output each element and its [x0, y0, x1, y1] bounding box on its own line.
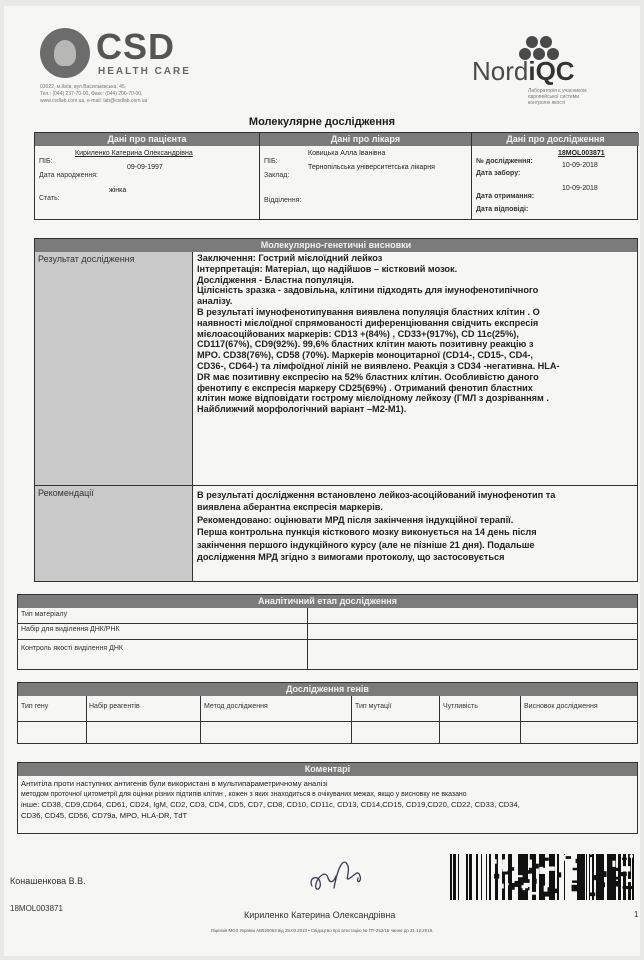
nordiqc-logo: [472, 34, 592, 104]
patient-column: Дані про пацієнта ПІБ: Кириленко Катерина Олександрівна Дата народження: 09-09-1997 Стать: жінка: [35, 133, 259, 219]
footer-study-id: 18MOL003871: [10, 904, 63, 913]
info-table: [34, 132, 638, 220]
doctor-header: Дані про лікаря: [260, 133, 471, 146]
dna-qc-label: Контроль якості виділення ДНК: [21, 645, 123, 652]
document-title: Молекулярне дослідження: [248, 116, 396, 128]
study-id: 18MOL003871: [558, 150, 605, 157]
comments-text: Антитіла проти наступних антигенів були використані в мультипараметричному аналізі методом проточної цитометрії для оцінки різних підтипів клітин , кожен з яких знаходиться в очікуваних межах, якщо у висновку не вказано інше: CD38, CD9,CD64, CD61, CD24, IgM, CD2, CD3, CD4, CD5, CD7, CD8, CD10, CD11c, CD13, CD14,CD15, CD19,CD20, CD22, CD33, CD34, CD36, CD45, CD56, CD79a, MPO, HLA-DR, TdT: [21, 779, 520, 820]
dna-kit-label: Набір для виділення ДНК/РНК: [21, 626, 120, 633]
csd-emblem-icon: [40, 28, 90, 78]
patient-header: Дані про пацієнта: [35, 133, 259, 146]
collect-date: 10-09-2018: [562, 162, 598, 169]
patient-name: Кириленко Катерина Олександрівна: [75, 150, 193, 157]
genes-header: Дослідження генів: [18, 683, 637, 696]
patient-dob: 09-09-1997: [127, 164, 163, 171]
footer-patient-name: Кириленко Катерина Олександрівна: [244, 910, 396, 920]
mutation-type-col: Тип мутації: [355, 703, 392, 710]
sensitivity-col: Чутливість: [443, 703, 478, 710]
signer-name: Конашенкова В.В.: [10, 876, 86, 886]
signature-icon: [304, 848, 374, 898]
genes-table: [17, 682, 638, 744]
analytic-header: Аналітичний етап дослідження: [18, 595, 637, 608]
comments-table: [17, 762, 638, 834]
receive-date: 10-09-2018: [562, 185, 598, 192]
license-note: Ліцензія МОЗ України АВ520063 від 25.03.2010 • Свідоцтво про атестацію № ПТ-252/15 чинне до 31.12.2018.: [210, 928, 434, 933]
conclusions-header: Молекулярно-генетичні висновки: [35, 239, 637, 252]
recommend-text: В результаті дослідження встановлено лейкоз-асоційований імунофенотип та виявлена аберантна експресія маркерів. Рекомендовано: оцінювати МРД після закінчення індукційної терапії. Перша контрольна пункція кісткового мозку виконується на 14 день після закінчення першого індукційного курсу (але не пізніше 21 дня). Подальше дослідження МРД згідно з вимогами протоколу, що застосовується: [197, 490, 556, 563]
document-page: [4, 6, 640, 956]
csd-logo: CSD HEALTH CARE: [40, 28, 210, 78]
conclusions-label-column: [35, 252, 193, 581]
material-type-label: Тип матеріалу: [21, 611, 68, 618]
reagent-kit-col: Набір реагентів: [89, 703, 140, 710]
comments-header: Коментарі: [18, 763, 637, 776]
gene-type-col: Тип гену: [21, 703, 49, 710]
doctor-name: Ковицька Алла Іванівна: [308, 150, 386, 157]
method-col: Метод дослідження: [204, 703, 268, 710]
patient-sex: жінка: [109, 187, 127, 194]
csd-contacts: 03022, м.Київ, вул.Васильківська, 45, Тел.: (044) 237-70-00, Факс: (044) 206-70-00, www.csdlab.com.ua, e-mail: lab@csdlab.com.ua: [40, 84, 148, 104]
conclusions-table: [34, 238, 638, 582]
nordiqc-subtitle: Лабораторія є учасником європейської системи контролю якості: [528, 88, 587, 106]
recommend-label: Рекомендації: [38, 488, 94, 498]
study-header: Дані про дослідження: [472, 133, 639, 146]
result-text: Заключення: Гострий мієлоїдний лейкоз Інтерпретація: Матеріал, що надійшов – кістковий мозок. Дослідження - Бластна популяція. Цілісність зразка - задовільна, клітини підходять для імунофенотипічного аналізу. В результаті імунофенотипування виявлена популяція бластних клітин . О наявності мієлоїдної спрямованості диференціювання свідчить експресія мієлоасоційованих маркерів: CD13 +(84%) , CD33+(917%), CD 11c(25%), CD117(67%), CD9(92%). 99,6% бластних клітин мають позитивну реакцію з MPO. CD38(76%), CD58 (70%). Маркерів моноцитарної (CD14-, CD15-, CD4-, CD36-, CD64-) та лімфоїдної ліній не виявлено. Реакція з CD34 -негативна. HLA- DR має позитивну експресію на 52% бластних клітин. Особливістю даного фенотипу є експресія маркеру CD25(69%) . Отриманий фенотип бластних клітин може відповідати гострому мієлоїдному лейкозу (ГМЛ з дозріванням . Найближчий морфологічний варіант –M2-M1).: [197, 253, 560, 415]
conclusion-col: Висновок дослідження: [524, 703, 598, 710]
page-number: 1: [634, 910, 639, 919]
doctor-column: Дані про лікаря ПІБ: Ковицька Алла Іванівна Заклад: Тернопільська університетська лікарня Відділення:: [259, 133, 471, 219]
barcode-icon: [450, 854, 640, 900]
result-label: Результат дослідження: [38, 254, 135, 264]
doctor-clinic: Тернопільська університетська лікарня: [308, 164, 435, 171]
nordiqc-wordmark: NordiQC: [472, 56, 575, 86]
study-column: Дані про дослідження № дослідження: 18MOL003871 Дата забору: 10-09-2018 Дата отримання: 10-09-2018 Дата відповіді:: [471, 133, 639, 219]
analytic-table: [17, 594, 638, 670]
